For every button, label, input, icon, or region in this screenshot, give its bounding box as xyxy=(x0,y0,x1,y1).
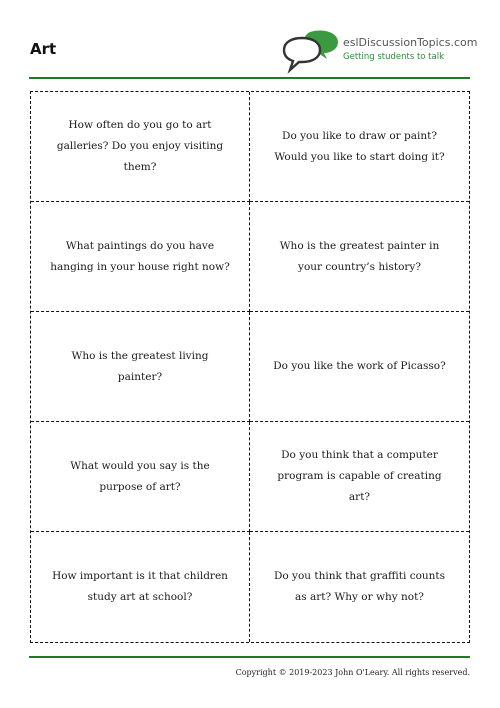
discussion-card xyxy=(31,202,250,312)
discussion-card xyxy=(250,202,469,312)
card-text: Do you like the work of Picasso? xyxy=(273,360,446,372)
card-text: Do you think that a computer program is capable of creating art? xyxy=(277,449,442,503)
card-text: Do you think that graffiti counts as art? Why or why not? xyxy=(273,570,446,603)
header-divider xyxy=(29,77,470,79)
discussion-card xyxy=(250,422,469,532)
logo-tagline: Getting students to talk xyxy=(343,52,445,62)
card-text: How often do you go to art galleries? Do you enjoy visiting them? xyxy=(56,119,224,173)
card-text: Who is the greatest living painter? xyxy=(71,349,209,383)
logo-name: eslDiscussionTopics.com xyxy=(343,36,478,49)
discussion-card xyxy=(250,532,469,642)
copyright-notice: Copyright © 2019-2023 John O'Leary. All rights reserved. xyxy=(235,668,470,677)
speech-bubbles-icon xyxy=(280,28,342,74)
card-text: What paintings do you have hanging in your house right now? xyxy=(50,239,230,273)
card-text: Who is the greatest painter in your country’s history? xyxy=(279,239,440,273)
discussion-card xyxy=(250,92,469,202)
discussion-card xyxy=(250,312,469,422)
discussion-card xyxy=(31,532,250,642)
discussion-card xyxy=(31,92,250,202)
discussion-card xyxy=(31,312,250,422)
discussion-card xyxy=(31,422,250,532)
discussion-card-grid xyxy=(30,91,470,643)
card-text: Do you like to draw or paint? Would you like to start doing it? xyxy=(274,129,445,163)
card-text: What would you say is the purpose of art? xyxy=(70,459,210,493)
footer-divider xyxy=(29,656,470,658)
page-title: Art xyxy=(30,40,57,58)
site-logo xyxy=(280,28,480,74)
card-text: How important is it that children study art at school? xyxy=(52,570,228,603)
